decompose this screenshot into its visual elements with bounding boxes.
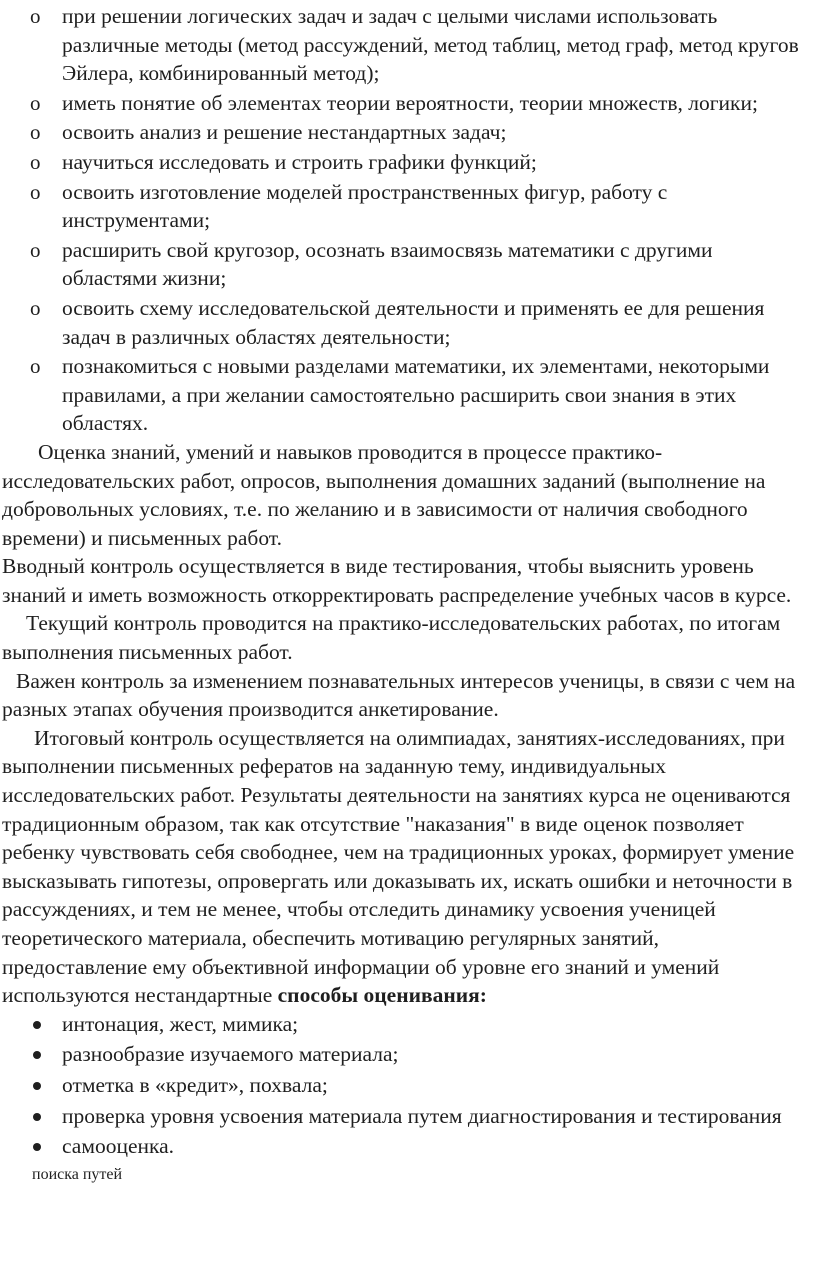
list-item xyxy=(2,118,808,147)
list-item-text: интонация, жест, мимика; xyxy=(62,1011,299,1036)
list-item xyxy=(2,1040,808,1069)
bullet-dot-icon xyxy=(33,1051,41,1059)
assessment-paragraph: Оценка знаний, умений и навыков проводится в процессе практико-исследовательских работ, опросов, выполнения домашних заданий (выполнение на добровольных условиях, т.е. по желанию и в зависимости от наличия свободного времени) и письменных работ. xyxy=(2,439,766,550)
list-item-text: самооценка. xyxy=(62,1134,175,1159)
intro-control-paragraph: Вводный контроль осуществляется в виде тестирования, чтобы выяснить уровень знаний и иметь возможность откорректировать распределение учебных часов в курсе. xyxy=(2,554,792,607)
final-control-paragraph xyxy=(2,724,808,1010)
circle-bullet-icon: o xyxy=(30,90,41,115)
list-item xyxy=(2,1132,808,1161)
bullet-dot-icon xyxy=(33,1021,41,1029)
final-control-text: Итоговый контроль осуществляется на олимпиадах, занятиях-исследованиях, при выполнении письменных рефератов на заданную тему, индивидуальных исследовательских работ. Результаты деятельности на занятиях курса не оцениваются традиционным образом, так как отсутствие "наказания" в виде оценок позволяет ребенку чувствовать себя свободнее, чем на традиционных уроках, формирует умение высказывать гипотезы, опровергать или доказывать их, искать ошибки и неточности в рассуждениях, и тем не менее, чтобы отследить динамику усвоения ученицей теоретического материала, обеспечить мотивацию регулярных занятий, предоставление ему объективной информации об уровне его знаний и умений используются нестандартные xyxy=(2,725,795,1008)
footer-text: поиска путей xyxy=(32,1165,123,1183)
list-item-text: разнообразие изучаемого материала; xyxy=(62,1042,399,1067)
current-control-paragraph: Текущий контроль проводится на практико-исследовательских работах, по итогам выполнения письменных работ. xyxy=(2,611,781,665)
list-item-text: познакомиться с новыми разделами математики, их элементами, некоторыми правилами, а при желании самостоятельно расширить свои знания в этих областях. xyxy=(62,354,770,436)
circle-bullet-icon: o xyxy=(30,120,41,145)
list-item xyxy=(2,2,808,88)
bullet-dot-icon xyxy=(33,1143,41,1151)
list-item xyxy=(2,352,808,438)
circle-bullet-icon: o xyxy=(30,4,41,28)
list-item-text: освоить анализ и решение нестандартных задач; xyxy=(62,120,507,145)
list-item xyxy=(2,294,808,351)
list-item-text: расширить свой кругозор, осознать взаимосвязь математики с другими областями жизни; xyxy=(62,237,713,291)
list-item-text: отметка в «кредит», похвала; xyxy=(62,1072,328,1097)
list-item xyxy=(2,236,808,293)
list-item xyxy=(2,89,808,118)
list-item-text: при решении логических задач и задач с целыми числами использовать различные методы (метод рассуждений, метод таблиц, метод граф, метод кругов Эйлера, комбинированный метод); xyxy=(62,4,799,86)
circle-bullet-icon: o xyxy=(30,354,41,379)
circle-bullet-icon: o xyxy=(30,295,41,320)
list-item-text: освоить изготовление моделей пространственных фигур, работу с инструментами; xyxy=(62,179,668,233)
list-item xyxy=(2,148,808,177)
list-item xyxy=(2,1071,808,1100)
assessment-methods-list xyxy=(2,1010,808,1161)
list-item-text: проверка уровня усвоения материала путем диагностирования и тестирования xyxy=(62,1103,782,1128)
circle-bullet-icon: o xyxy=(30,237,41,262)
bullet-dot-icon xyxy=(33,1113,41,1121)
circle-bullet-icon: o xyxy=(30,149,41,174)
goals-list xyxy=(2,2,808,438)
list-item xyxy=(2,1010,808,1039)
assessment-methods-heading: способы оценивания: xyxy=(277,983,487,1008)
list-item-text: освоить схему исследовательской деятельности и применять ее для решения задач в различных областях деятельности; xyxy=(62,295,765,349)
bullet-dot-icon xyxy=(33,1082,41,1090)
list-item xyxy=(2,178,808,235)
circle-bullet-icon: o xyxy=(30,179,41,204)
list-item-text: иметь понятие об элементах теории вероятности, теории множеств, логики; xyxy=(62,90,758,115)
list-item-text: научиться исследовать и строить графики функций; xyxy=(62,149,537,174)
list-item xyxy=(2,1102,808,1131)
interest-control-paragraph: Важен контроль за изменением познавательных интересов ученицы, в связи с чем на разных этапах обучения производится анкетирование. xyxy=(2,668,796,722)
